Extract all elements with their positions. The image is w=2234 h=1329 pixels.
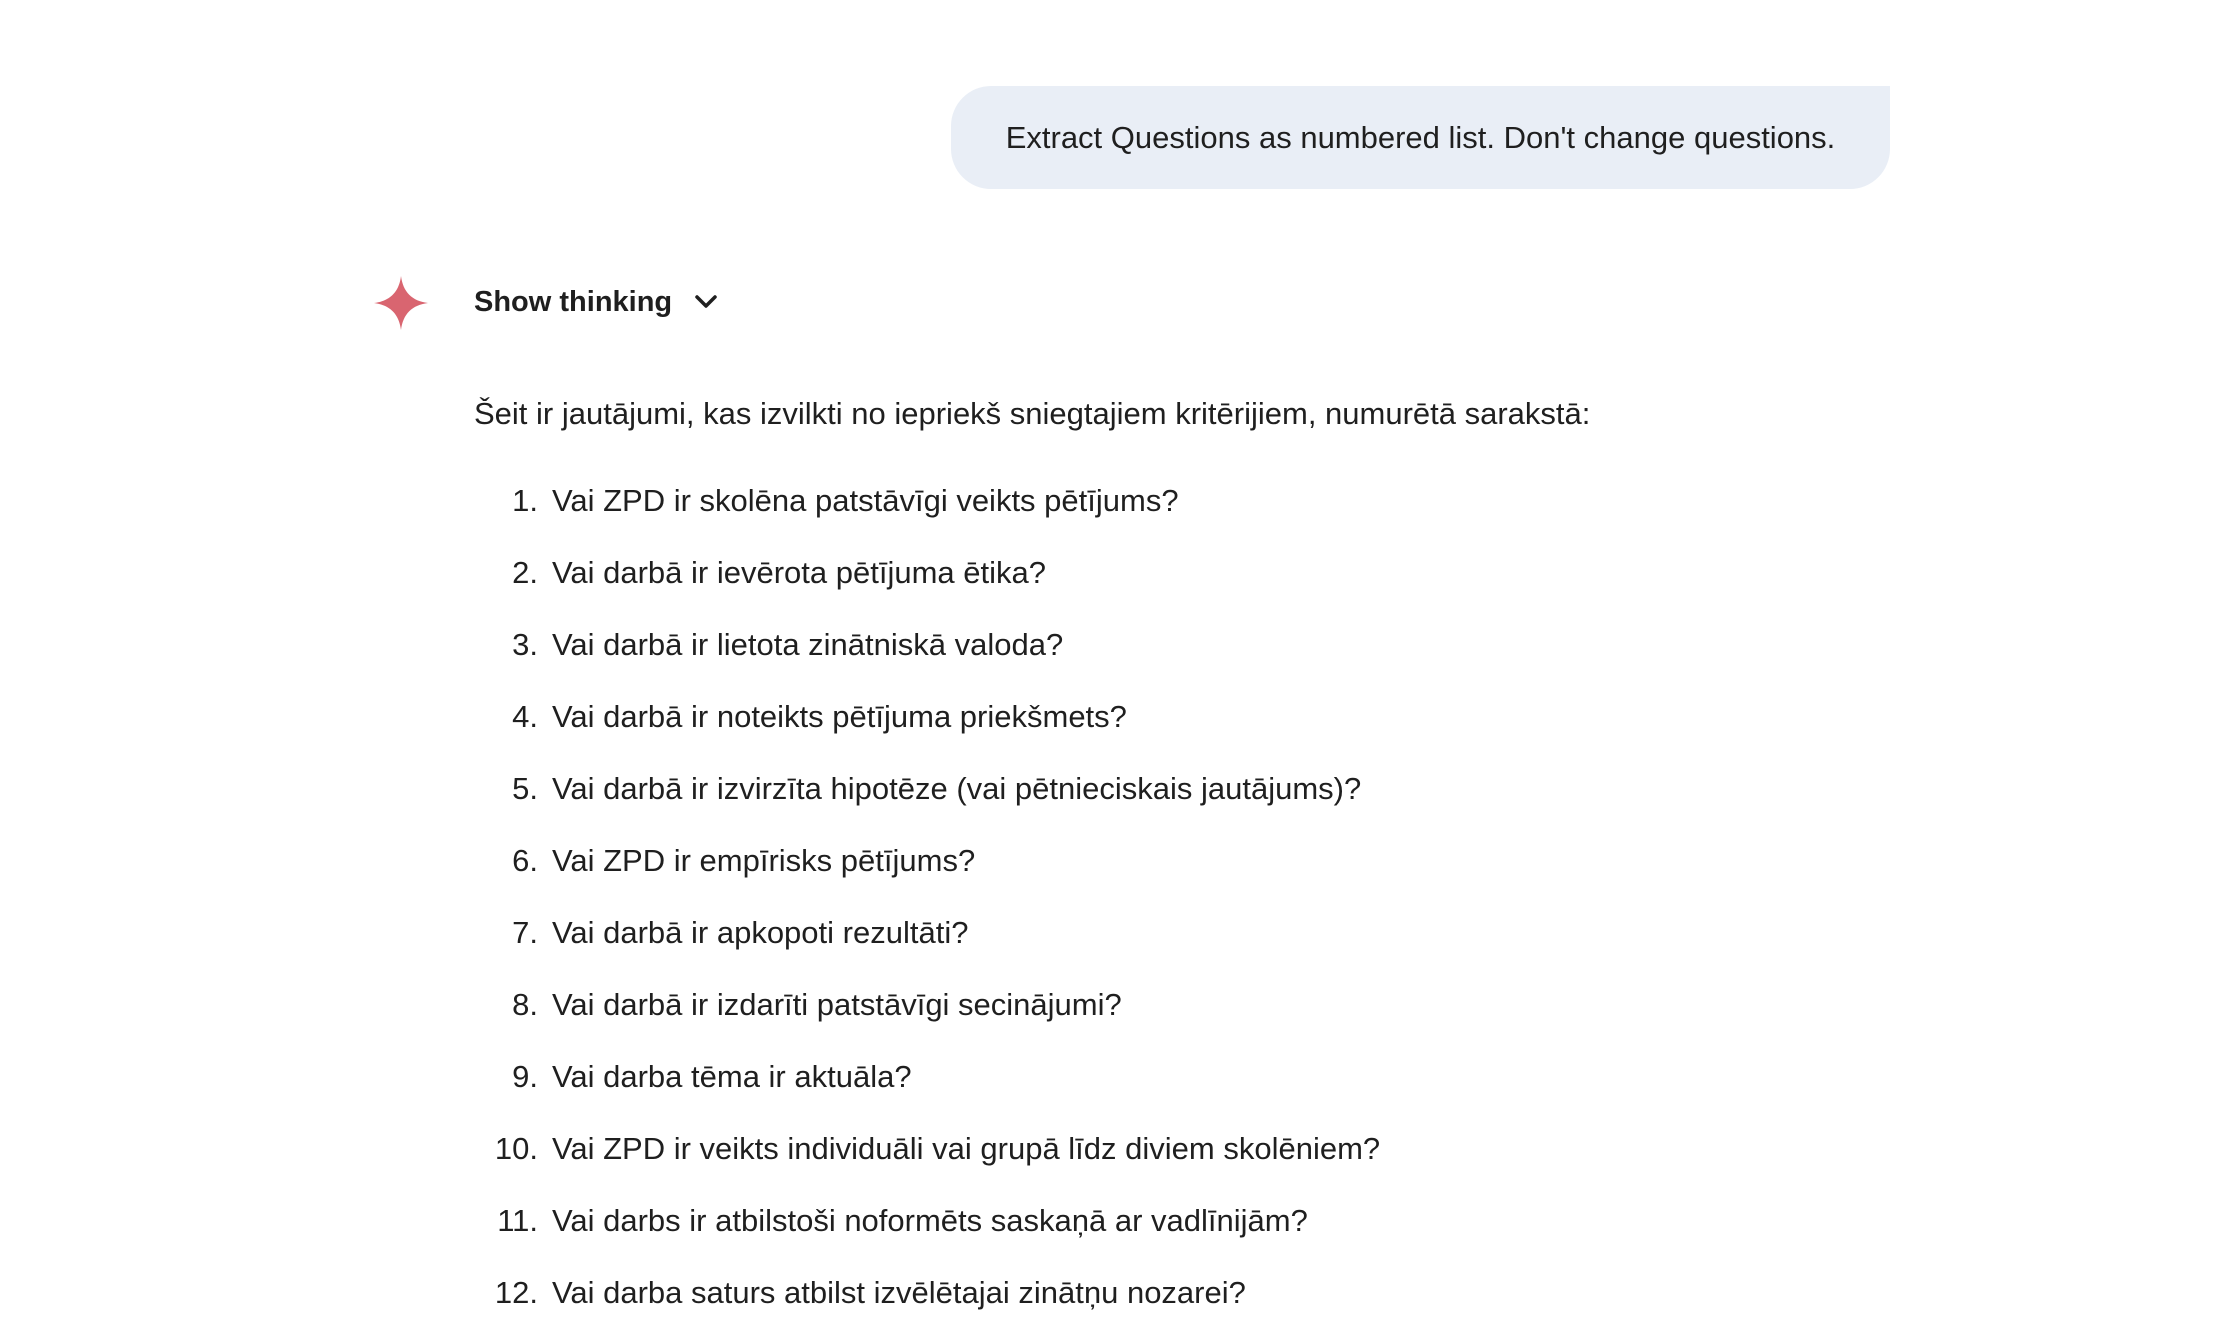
item-text: Vai ZPD ir veikts individuāli vai grupā līdz diviem skolēniem? <box>552 1131 1381 1166</box>
list-item <box>474 1185 1380 1257</box>
item-text: Vai darbā ir apkopoti rezultāti? <box>552 915 969 950</box>
item-text: Vai ZPD ir skolēna patstāvīgi veikts pētījums? <box>552 483 1179 518</box>
user-prompt-bubble <box>951 86 1890 189</box>
question-list <box>474 465 1380 1329</box>
list-item <box>474 1113 1380 1185</box>
list-item <box>474 897 1380 969</box>
item-number: 6. <box>512 843 538 878</box>
list-item <box>474 753 1380 825</box>
item-number: 2. <box>512 555 538 590</box>
list-item <box>474 1257 1380 1329</box>
show-thinking-label: Show thinking <box>474 285 673 318</box>
list-item <box>474 1041 1380 1113</box>
item-number: 7. <box>512 915 538 950</box>
sparkle-icon <box>372 274 430 332</box>
user-prompt-text: Extract Questions as numbered list. Don't change questions. <box>1005 119 1836 155</box>
item-number: 8. <box>512 987 538 1022</box>
list-item <box>474 537 1380 609</box>
item-number: 9. <box>512 1059 538 1094</box>
item-number: 1. <box>512 483 538 518</box>
item-text: Vai darbā ir izvirzīta hipotēze (vai pētnieciskais jautājums)? <box>552 771 1362 806</box>
item-text: Vai darbā ir lietota zinātniskā valoda? <box>552 627 1064 662</box>
item-text: Vai ZPD ir empīrisks pētījums? <box>552 843 976 878</box>
item-number: 4. <box>512 699 538 734</box>
item-text: Vai darbs ir atbilstoši noformēts saskaņā ar vadlīnijām? <box>552 1203 1308 1238</box>
item-text: Vai darba saturs atbilst izvēlētajai zinātņu nozarei? <box>552 1275 1246 1310</box>
item-number: 3. <box>512 627 538 662</box>
response-intro: Šeit ir jautājumi, kas izvilkti no iepriekš sniegtajiem kritērijiem, numurētā sarakstā: <box>474 396 1591 431</box>
list-item <box>474 465 1380 537</box>
item-number: 12. <box>494 1275 538 1310</box>
show-thinking-button[interactable] <box>474 280 720 324</box>
list-item <box>474 825 1380 897</box>
item-number: 10. <box>494 1131 538 1166</box>
item-text: Vai darbā ir ievērota pētījuma ētika? <box>552 555 1046 590</box>
list-item <box>474 969 1380 1041</box>
item-number: 5. <box>512 771 538 806</box>
chevron-down-icon <box>692 288 720 316</box>
list-item <box>474 681 1380 753</box>
item-text: Vai darba tēma ir aktuāla? <box>552 1059 912 1094</box>
item-text: Vai darbā ir izdarīti patstāvīgi secinājumi? <box>552 987 1122 1022</box>
list-item <box>474 609 1380 681</box>
item-number: 11. <box>497 1203 538 1238</box>
item-text: Vai darbā ir noteikts pētījuma priekšmets? <box>552 699 1127 734</box>
